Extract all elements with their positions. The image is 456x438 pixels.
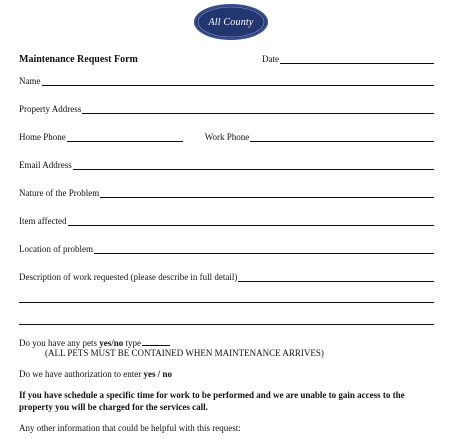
date-label: Date — [262, 54, 279, 64]
description-line-2[interactable] — [19, 302, 434, 303]
location-label: Location of problem — [19, 244, 93, 254]
company-logo — [194, 4, 268, 40]
authorization-text: Do we have authorization to enter — [19, 369, 144, 379]
email-field[interactable] — [19, 160, 434, 170]
description-field[interactable] — [19, 272, 434, 282]
date-field[interactable] — [262, 54, 434, 64]
item-line[interactable] — [68, 217, 434, 226]
pets-options[interactable]: yes/no — [99, 338, 124, 348]
description-label: Description of work requested (please describe in full detail) — [19, 272, 238, 282]
location-line[interactable] — [94, 245, 434, 254]
access-notice: If you have schedule a specific time for work to be performed and we are unable to gain access to the property you will be charged for the services call. — [19, 390, 405, 412]
email-label: Email Address — [19, 160, 72, 170]
description-line-3[interactable] — [19, 324, 434, 325]
nature-field[interactable] — [19, 188, 434, 198]
other-info-label: Any other information that could be helpful with this request: — [19, 423, 241, 433]
name-field[interactable] — [19, 76, 434, 86]
pets-prefix: Do you have any pets — [19, 338, 100, 348]
location-field[interactable] — [19, 244, 434, 254]
authorization-question — [19, 369, 172, 379]
logo-text: All County — [208, 16, 254, 28]
pets-notice: (ALL PETS MUST BE CONTAINED WHEN MAINTENANCE ARRIVES) — [45, 348, 324, 358]
form-title: Maintenance Request Form — [19, 54, 138, 65]
authorization-options[interactable]: yes / no — [143, 369, 172, 379]
property-address-line[interactable] — [82, 105, 434, 114]
email-line[interactable] — [73, 161, 434, 170]
work-phone-line[interactable] — [250, 133, 434, 142]
date-line[interactable] — [280, 55, 434, 64]
phone-row — [19, 132, 434, 142]
name-label: Name — [19, 76, 41, 86]
pets-suffix: type — [123, 338, 141, 348]
work-phone-label: Work Phone — [204, 132, 250, 142]
description-line[interactable] — [238, 273, 434, 282]
item-field[interactable] — [19, 216, 434, 226]
home-phone-line[interactable] — [67, 133, 183, 142]
nature-label: Nature of the Problem — [19, 188, 100, 198]
nature-line[interactable] — [100, 189, 434, 198]
name-line[interactable] — [42, 77, 435, 86]
property-address-label: Property Address — [19, 104, 82, 114]
property-address-field[interactable] — [19, 104, 434, 114]
home-phone-label: Home Phone — [19, 132, 66, 142]
item-label: Item affected — [19, 216, 67, 226]
pets-question — [19, 337, 170, 348]
pets-type-line[interactable] — [142, 337, 170, 346]
